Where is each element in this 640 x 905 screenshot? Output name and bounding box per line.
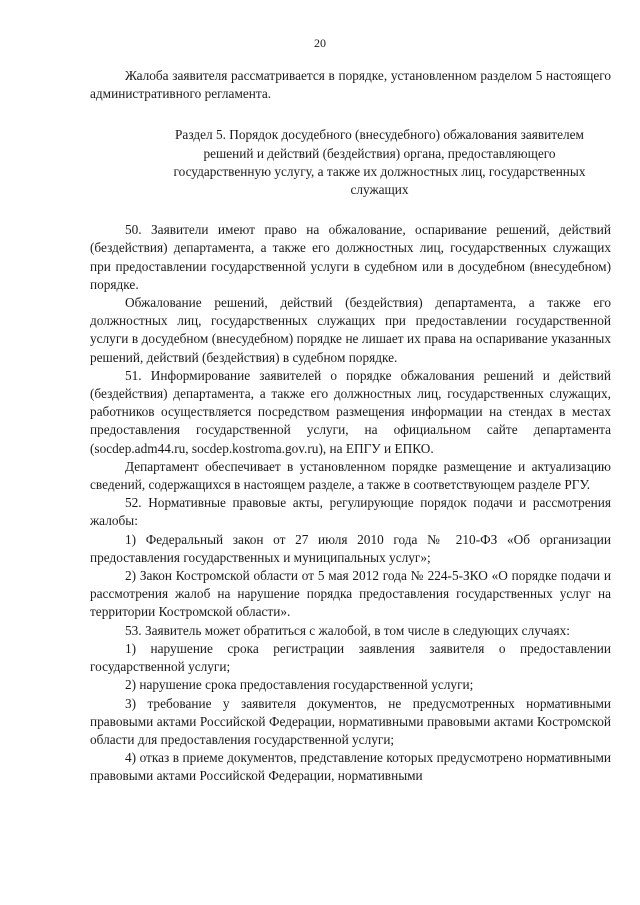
paragraph-52-item-1: 1) Федеральный закон от 27 июля 2010 года № 210-ФЗ «Об организации предоставления государственных и муниципальных услуг»; <box>90 531 611 565</box>
paragraph-53-item-3: 3) требование у заявителя документов, не предусмотренных нормативными правовыми актами Российской Федерации, нормативными правовыми актами Костромской области для предоставления государственной услуги; <box>90 695 611 747</box>
paragraph-53-item-2: 2) нарушение срока предоставления государственной услуги; <box>125 677 474 693</box>
section-heading: Раздел 5. Порядок досудебного (внесудебного) обжалования заявителем решений и действий (бездействия) органа, предоставляющего государственную услугу, а также их должностных лиц, государственных служащих <box>173 127 586 198</box>
paragraph-52: 52. Нормативные правовые акты, регулирующие порядок подачи и рассмотрения жалобы: <box>90 495 611 529</box>
paragraph-51: 51. Информирование заявителей о порядке обжалования решений и действий (бездействия) департамента, а также его должностных лиц, государственных служащих, работников осуществляется посредством размещения информации на стендах в местах предоставления государственной услуги, на официальном сайте департамента (socdep.adm44.ru, socdep.kostroma.gov.ru), на ЕПГУ и ЕПКО. <box>90 367 611 456</box>
intro-paragraph: Жалоба заявителя рассматривается в порядке, установленном разделом 5 настоящего административного регламента. <box>90 68 611 102</box>
paragraph-53: 53. Заявитель может обратиться с жалобой, в том числе в следующих случаях: <box>125 622 570 638</box>
paragraph-50: 50. Заявители имеют право на обжалование, оспаривание решений, действий (бездействия) департамента, а также его должностных лиц, государственных служащих при предоставлении государственной услуги в судебном или в досудебном (внесудебном) порядке. <box>90 222 611 292</box>
paragraph-53-item-1: 1) нарушение срока регистрации заявления заявителя о предоставлении государственной услуги; <box>90 640 611 675</box>
paragraph-53-item-4: 4) отказ в приеме документов, представление которых предусмотрено нормативными правовыми актами Российской Федерации, нормативными <box>90 750 611 784</box>
page-number: 20 <box>314 36 326 50</box>
page-content <box>90 67 611 786</box>
paragraph-51-department: Департамент обеспечивает в установленном порядке размещение и актуализацию сведений, содержащихся в настоящем разделе, а также в соответствующем разделе РГУ. <box>90 458 611 493</box>
paragraph-52-item-2: 2) Закон Костромской области от 5 мая 2012 года № 224-5-ЗКО «О порядке подачи и рассмотрения жалоб на нарушение порядка предоставления государственных услуг на территории Костромской области». <box>90 568 611 620</box>
paragraph-50-appeal: Обжалование решений, действий (бездействия) департамента, а также его должностных лиц, государственных служащих при предоставлении государственной услуги в досудебном (внесудебном) порядке не лишает их права на оспаривание указанных решений, действий (бездействия) в судебном порядке. <box>90 295 611 365</box>
